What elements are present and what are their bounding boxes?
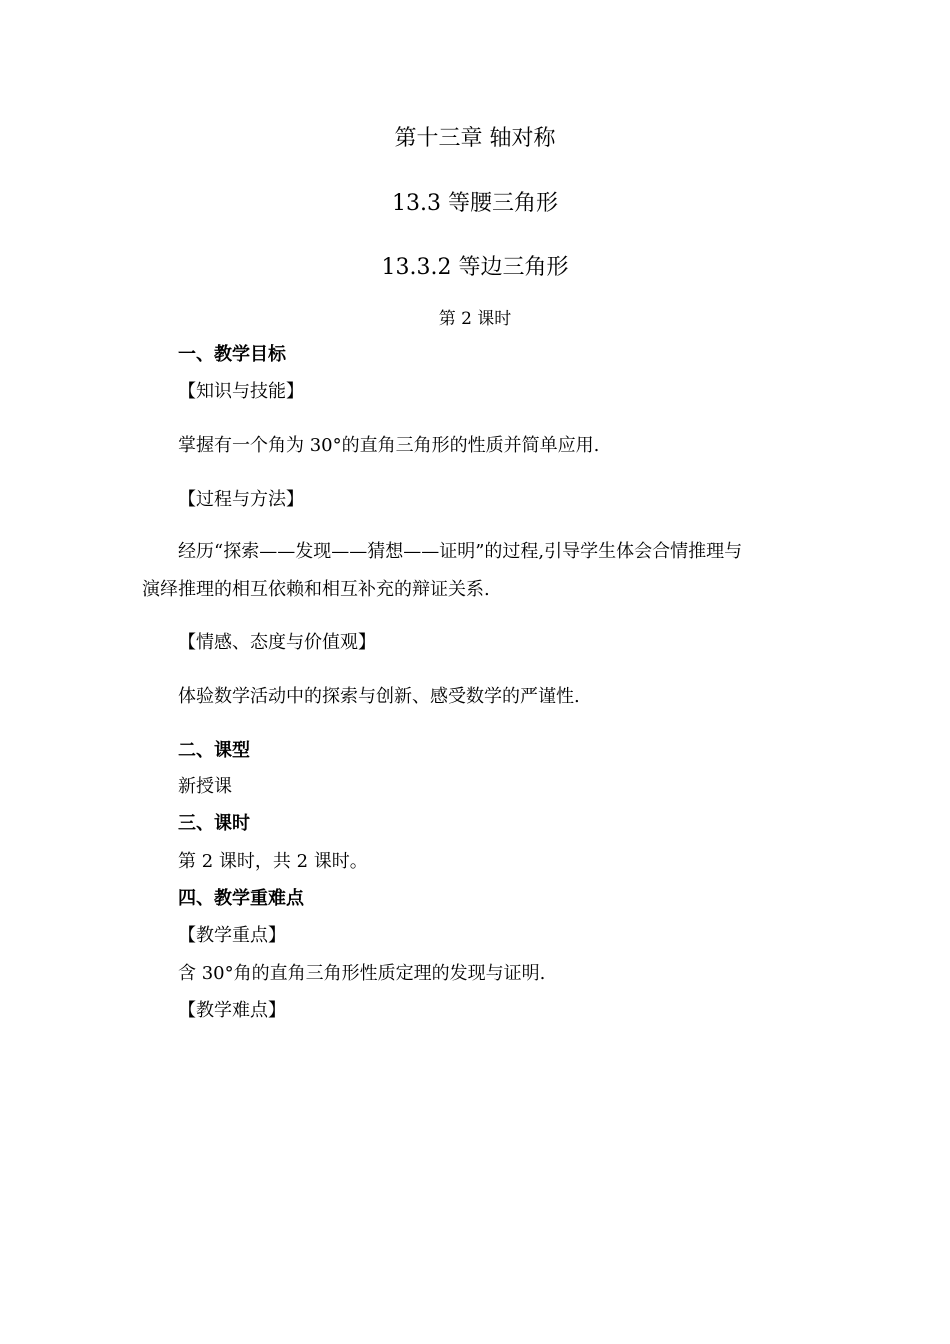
key-points-label: 【教学重点】 xyxy=(178,925,286,946)
section-heading-class-hours: 三、课时 xyxy=(178,813,250,834)
class-hours-text: 第 2 课时，共 2 课时。 xyxy=(178,851,368,872)
section-heading-key-difficult: 四、教学重难点 xyxy=(178,888,304,909)
emotion-values-text: 体验数学活动中的探索与创新、感受数学的严谨性. xyxy=(178,686,580,707)
chapter-title: 第十三章 轴对称 xyxy=(394,126,556,151)
section-heading-lesson-type: 二、课型 xyxy=(178,740,250,761)
difficult-points-label: 【教学难点】 xyxy=(178,1000,286,1021)
process-methods-text-line2: 演绎推理的相互依赖和相互补充的辩证关系. xyxy=(142,579,490,600)
lesson-type-text: 新授课 xyxy=(178,776,232,797)
knowledge-skills-text: 掌握有一个角为 30°的直角三角形的性质并简单应用. xyxy=(178,435,600,456)
emotion-values-label: 【情感、态度与价值观】 xyxy=(178,632,376,653)
knowledge-skills-label: 【知识与技能】 xyxy=(178,381,304,402)
subsection-title: 13.3.2 等边三角形 xyxy=(381,255,569,280)
section-heading-objectives: 一、教学目标 xyxy=(178,344,286,365)
section-title: 13.3 等腰三角形 xyxy=(392,191,558,216)
key-points-text: 含 30°角的直角三角形性质定理的发现与证明. xyxy=(178,963,546,984)
process-methods-label: 【过程与方法】 xyxy=(178,489,304,510)
process-methods-text-line1: 经历“探索——发现——猜想——证明”的过程,引导学生体会合情推理与 xyxy=(178,541,743,562)
lesson-label: 第 2 课时 xyxy=(438,309,512,329)
